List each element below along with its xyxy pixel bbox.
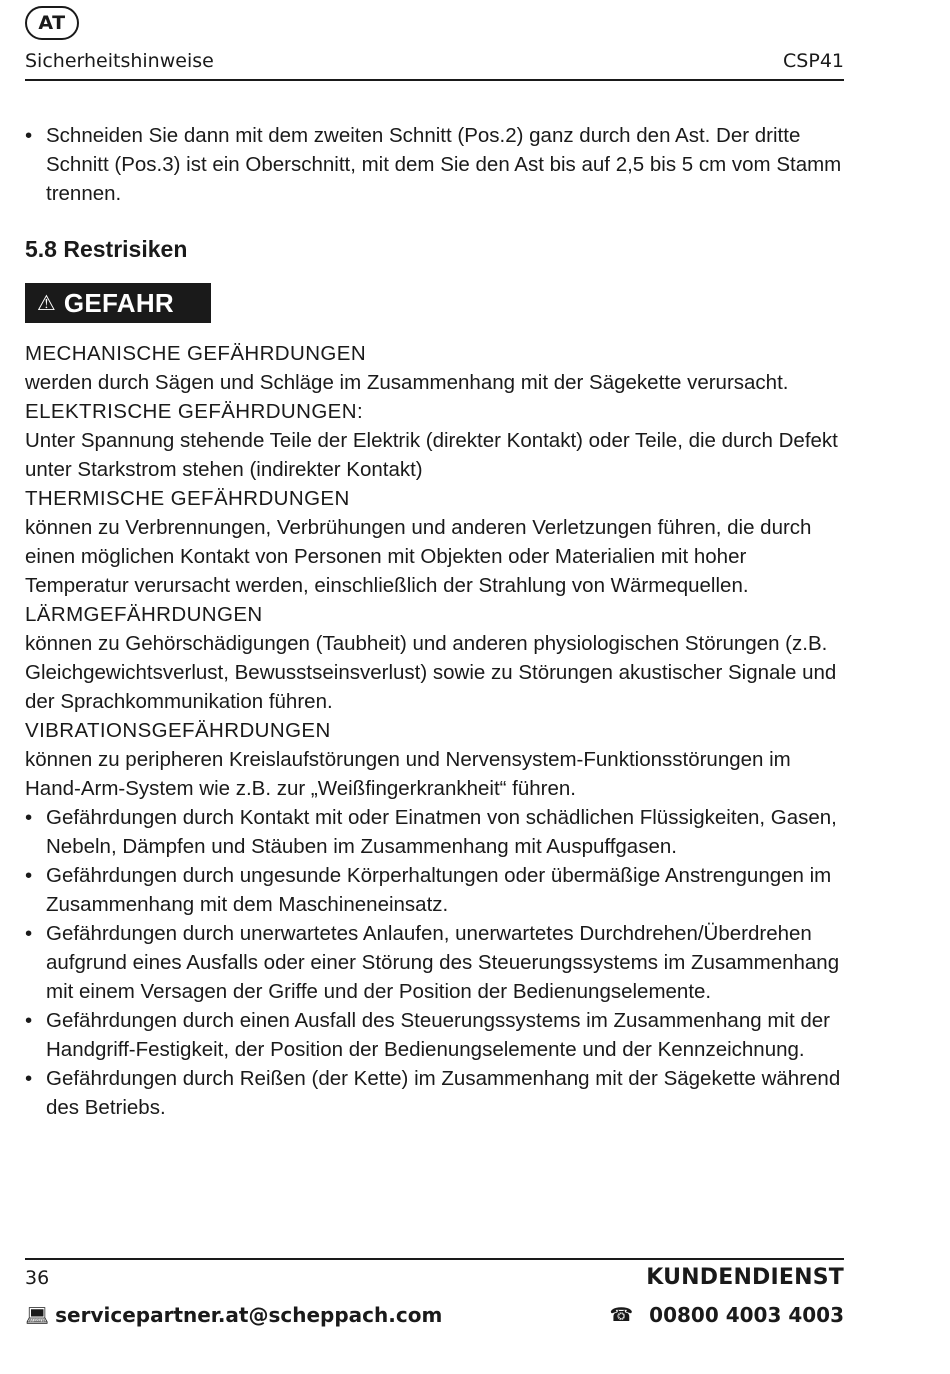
computer-icon: 💻︎ <box>25 1304 50 1327</box>
intro-bullet-list <box>25 121 847 208</box>
danger-label: GEFAHR <box>63 287 174 318</box>
header-model: CSP41 <box>783 50 844 72</box>
page-number: 36 <box>25 1267 50 1289</box>
page-content <box>25 121 847 1122</box>
hazard-title-thermal: THERMISCHE GEFÄHRDUNGEN <box>25 487 350 510</box>
list-item: • Gefährdungen durch unerwartetes Anlaufen, unerwartetes Durchdrehen/Überdrehen aufgrund eines Ausfalls oder einer Störung des Steuerungssystems im Zusammenhang mit einem Versagen der Griffe und der Position der Bedienungselemente. <box>25 919 847 1006</box>
telephone-icon: ☎ <box>609 1304 634 1326</box>
section-heading: 5.8 Restrisiken <box>25 236 188 262</box>
list-item: • Gefährdungen durch Kontakt mit oder Einatmen von schädlichen Flüssigkeiten, Gasen, Nebeln, Dämpfen und Stäuben im Zusammenhang mit Auspuffgasen. <box>25 803 847 861</box>
service-label: KUNDENDIENST <box>646 1265 844 1290</box>
hazard-title-noise: LÄRMGEFÄHRDUNGEN <box>25 603 263 626</box>
header-section-title: Sicherheitshinweise <box>25 50 214 72</box>
hazard-text-thermal: können zu Verbrennungen, Verbrühungen und anderen Verletzungen führen, die durch einen möglichen Kontakt von Personen mit Objekten oder Materialien mit hoher Temperatur verursacht werden, einschließlich der Strahlung von Wärmequellen. <box>25 516 812 597</box>
hazard-text-electrical: Unter Spannung stehende Teile der Elektrik (direkter Kontakt) oder Teile, die durch Defekt unter Starkstrom stehen (indirekter Kontakt) <box>25 429 838 481</box>
footer-email[interactable] <box>25 1303 442 1327</box>
hazard-title-mechanical: MECHANISCHE GEFÄHRDUNGEN <box>25 342 367 365</box>
footer-divider <box>25 1258 844 1260</box>
list-item: • Gefährdungen durch Reißen (der Kette) im Zusammenhang mit der Sägekette während des Betriebs. <box>25 1064 847 1122</box>
danger-label-box <box>25 283 211 323</box>
list-item: • Gefährdungen durch einen Ausfall des Steuerungssystems im Zusammenhang mit der Handgriff-Festigkeit, der Position der Bedienungselemente und der Kennzeichnung. <box>25 1006 847 1064</box>
hazard-text-vibration: können zu peripheren Kreislaufstörungen und Nervensystem-Funktionsstörungen im Hand-Arm-System wie z.B. zur „Weißfingerkrankheit“ führen. <box>25 748 791 800</box>
risk-bullet-list <box>25 803 847 1122</box>
hazard-text-noise: können zu Gehörschädigungen (Taubheit) und anderen physiologischen Störungen (z.B. Gleichgewichtsverlust, Bewusstseinsverlust) sowie zu Störungen akustischer Signale und der Sprachkommunikation führen. <box>25 632 837 713</box>
phone-number: 00800 4003 4003 <box>649 1303 844 1327</box>
list-item: • Gefährdungen durch ungesunde Körperhaltungen oder übermäßige Anstrengungen im Zusammenhang mit dem Maschineneinsatz. <box>25 861 847 919</box>
hazard-text-mechanical: werden durch Sägen und Schläge im Zusammenhang mit der Sägekette verursacht. <box>25 371 789 394</box>
warning-triangle-icon: ⚠ <box>37 290 56 315</box>
hazard-list <box>25 339 847 803</box>
email-address[interactable]: servicepartner.at@scheppach.com <box>55 1303 443 1327</box>
hazard-title-vibration: VIBRATIONSGEFÄHRDUNGEN <box>25 719 331 742</box>
footer-phone <box>609 1303 844 1327</box>
list-item: • Schneiden Sie dann mit dem zweiten Schnitt (Pos.2) ganz durch den Ast. Der dritte Schnitt (Pos.3) ist ein Oberschnitt, mit dem Sie den Ast bis auf 2,5 bis 5 cm vom Stamm trennen. <box>25 121 847 208</box>
header-divider <box>25 79 844 81</box>
hazard-title-electrical: ELEKTRISCHE GEFÄHRDUNGEN: <box>25 400 364 423</box>
country-badge: AT <box>25 6 79 40</box>
